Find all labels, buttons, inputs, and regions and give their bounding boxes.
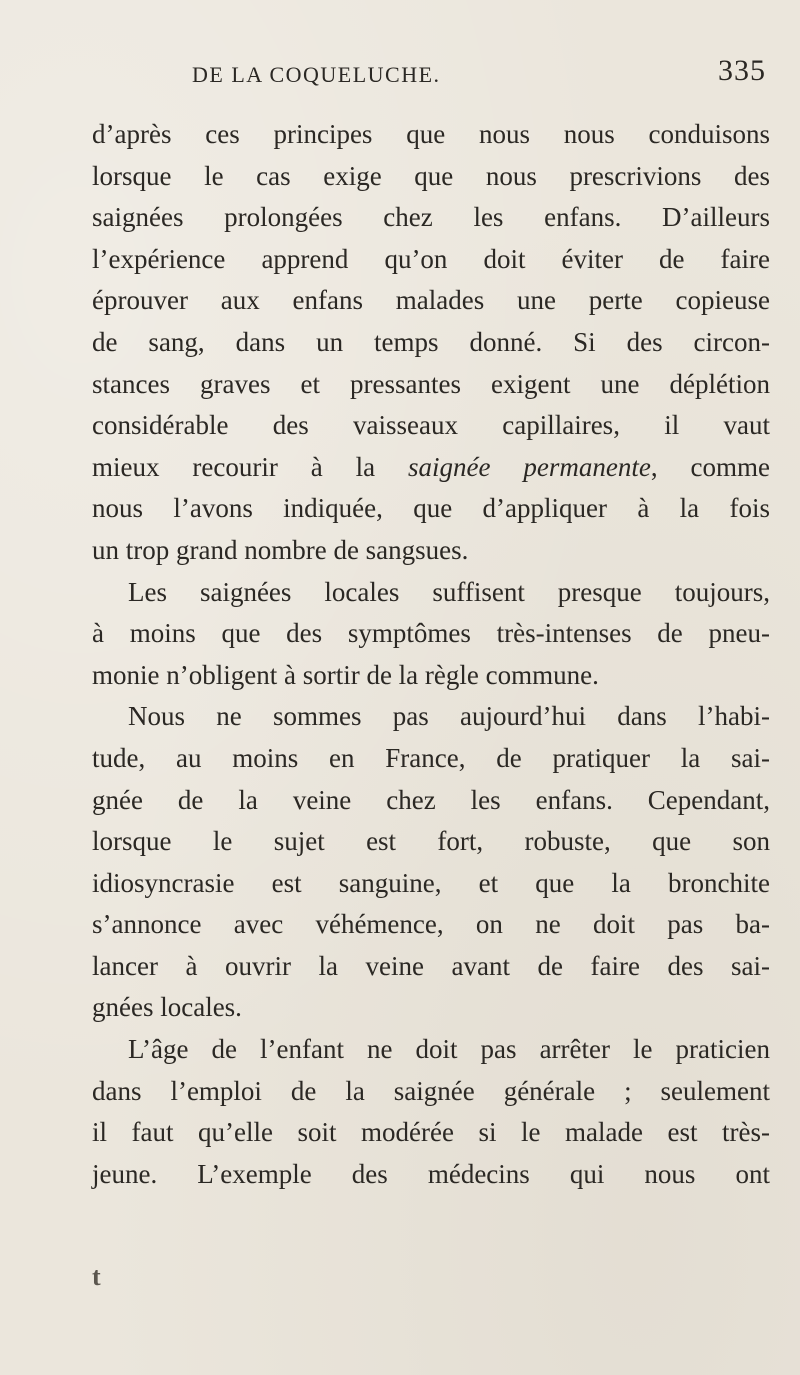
text-line: dans l’emploi de la saignée générale ; seulement — [92, 1075, 770, 1106]
text-line: éprouver aux enfans malades une perte copieuse — [92, 285, 770, 316]
text-line: il faut qu’elle soit modérée si le malade est très- — [92, 1117, 770, 1148]
text-line: de sang, dans un temps donné. Si des circon- — [92, 326, 770, 357]
text-line: gnée de la veine chez les enfans. Cependant, — [92, 784, 770, 815]
text-line: jeune. L’exemple des médecins qui nous ont — [92, 1158, 770, 1189]
text-line: lorsque le cas exige que nous prescrivions des — [92, 160, 770, 191]
text-line: stances graves et pressantes exigent une déplétion — [92, 368, 770, 399]
text-line: Nous ne sommes pas aujourd’hui dans l’habi- — [128, 701, 770, 732]
text-line — [92, 447, 770, 489]
stray-mark: t — [92, 1262, 101, 1291]
page-number: 335 — [718, 54, 766, 87]
text-line: lorsque le sujet est fort, robuste, que son — [92, 826, 770, 857]
text-run: mieux recourir à la — [92, 451, 409, 482]
text-run: , comme — [650, 451, 770, 482]
text-line: d’après ces principes que nous nous conduisons — [92, 119, 770, 149]
text-line: considérable des vaisseaux capillaires, il vaut — [92, 410, 770, 441]
text-line: saignées prolongées chez les enfans. D’ailleurs — [92, 202, 770, 233]
text-line: idiosyncrasie est sanguine, et que la bronchite — [92, 867, 770, 898]
text-line: Les saignées locales suffisent presque toujours, — [128, 576, 770, 607]
text-line: nous l’avons indiquée, que d’appliquer à la fois — [92, 493, 770, 524]
text-line: l’expérience apprend qu’on doit éviter de faire — [92, 243, 770, 274]
text-line: lancer à ouvrir la veine avant de faire des sai- — [92, 950, 770, 981]
body-text — [92, 114, 770, 1195]
text-line: gnées locales. — [92, 992, 242, 1023]
text-line: L’âge de l’enfant ne doit pas arrêter le praticien — [128, 1034, 770, 1065]
running-title: DE LA COQUELUCHE. — [192, 62, 441, 87]
text-line: tude, au moins en France, de pratiquer la sai- — [92, 742, 770, 773]
italic-phrase: saignée permanente — [408, 451, 651, 482]
text-line: à moins que des symptômes très-intenses de pneu- — [92, 618, 770, 649]
text-line: un trop grand nombre de sangsues. — [92, 534, 469, 565]
text-line: s’annonce avec véhémence, on ne doit pas ba- — [92, 909, 770, 940]
text-line: monie n’obligent à sortir de la règle commune. — [92, 659, 599, 690]
